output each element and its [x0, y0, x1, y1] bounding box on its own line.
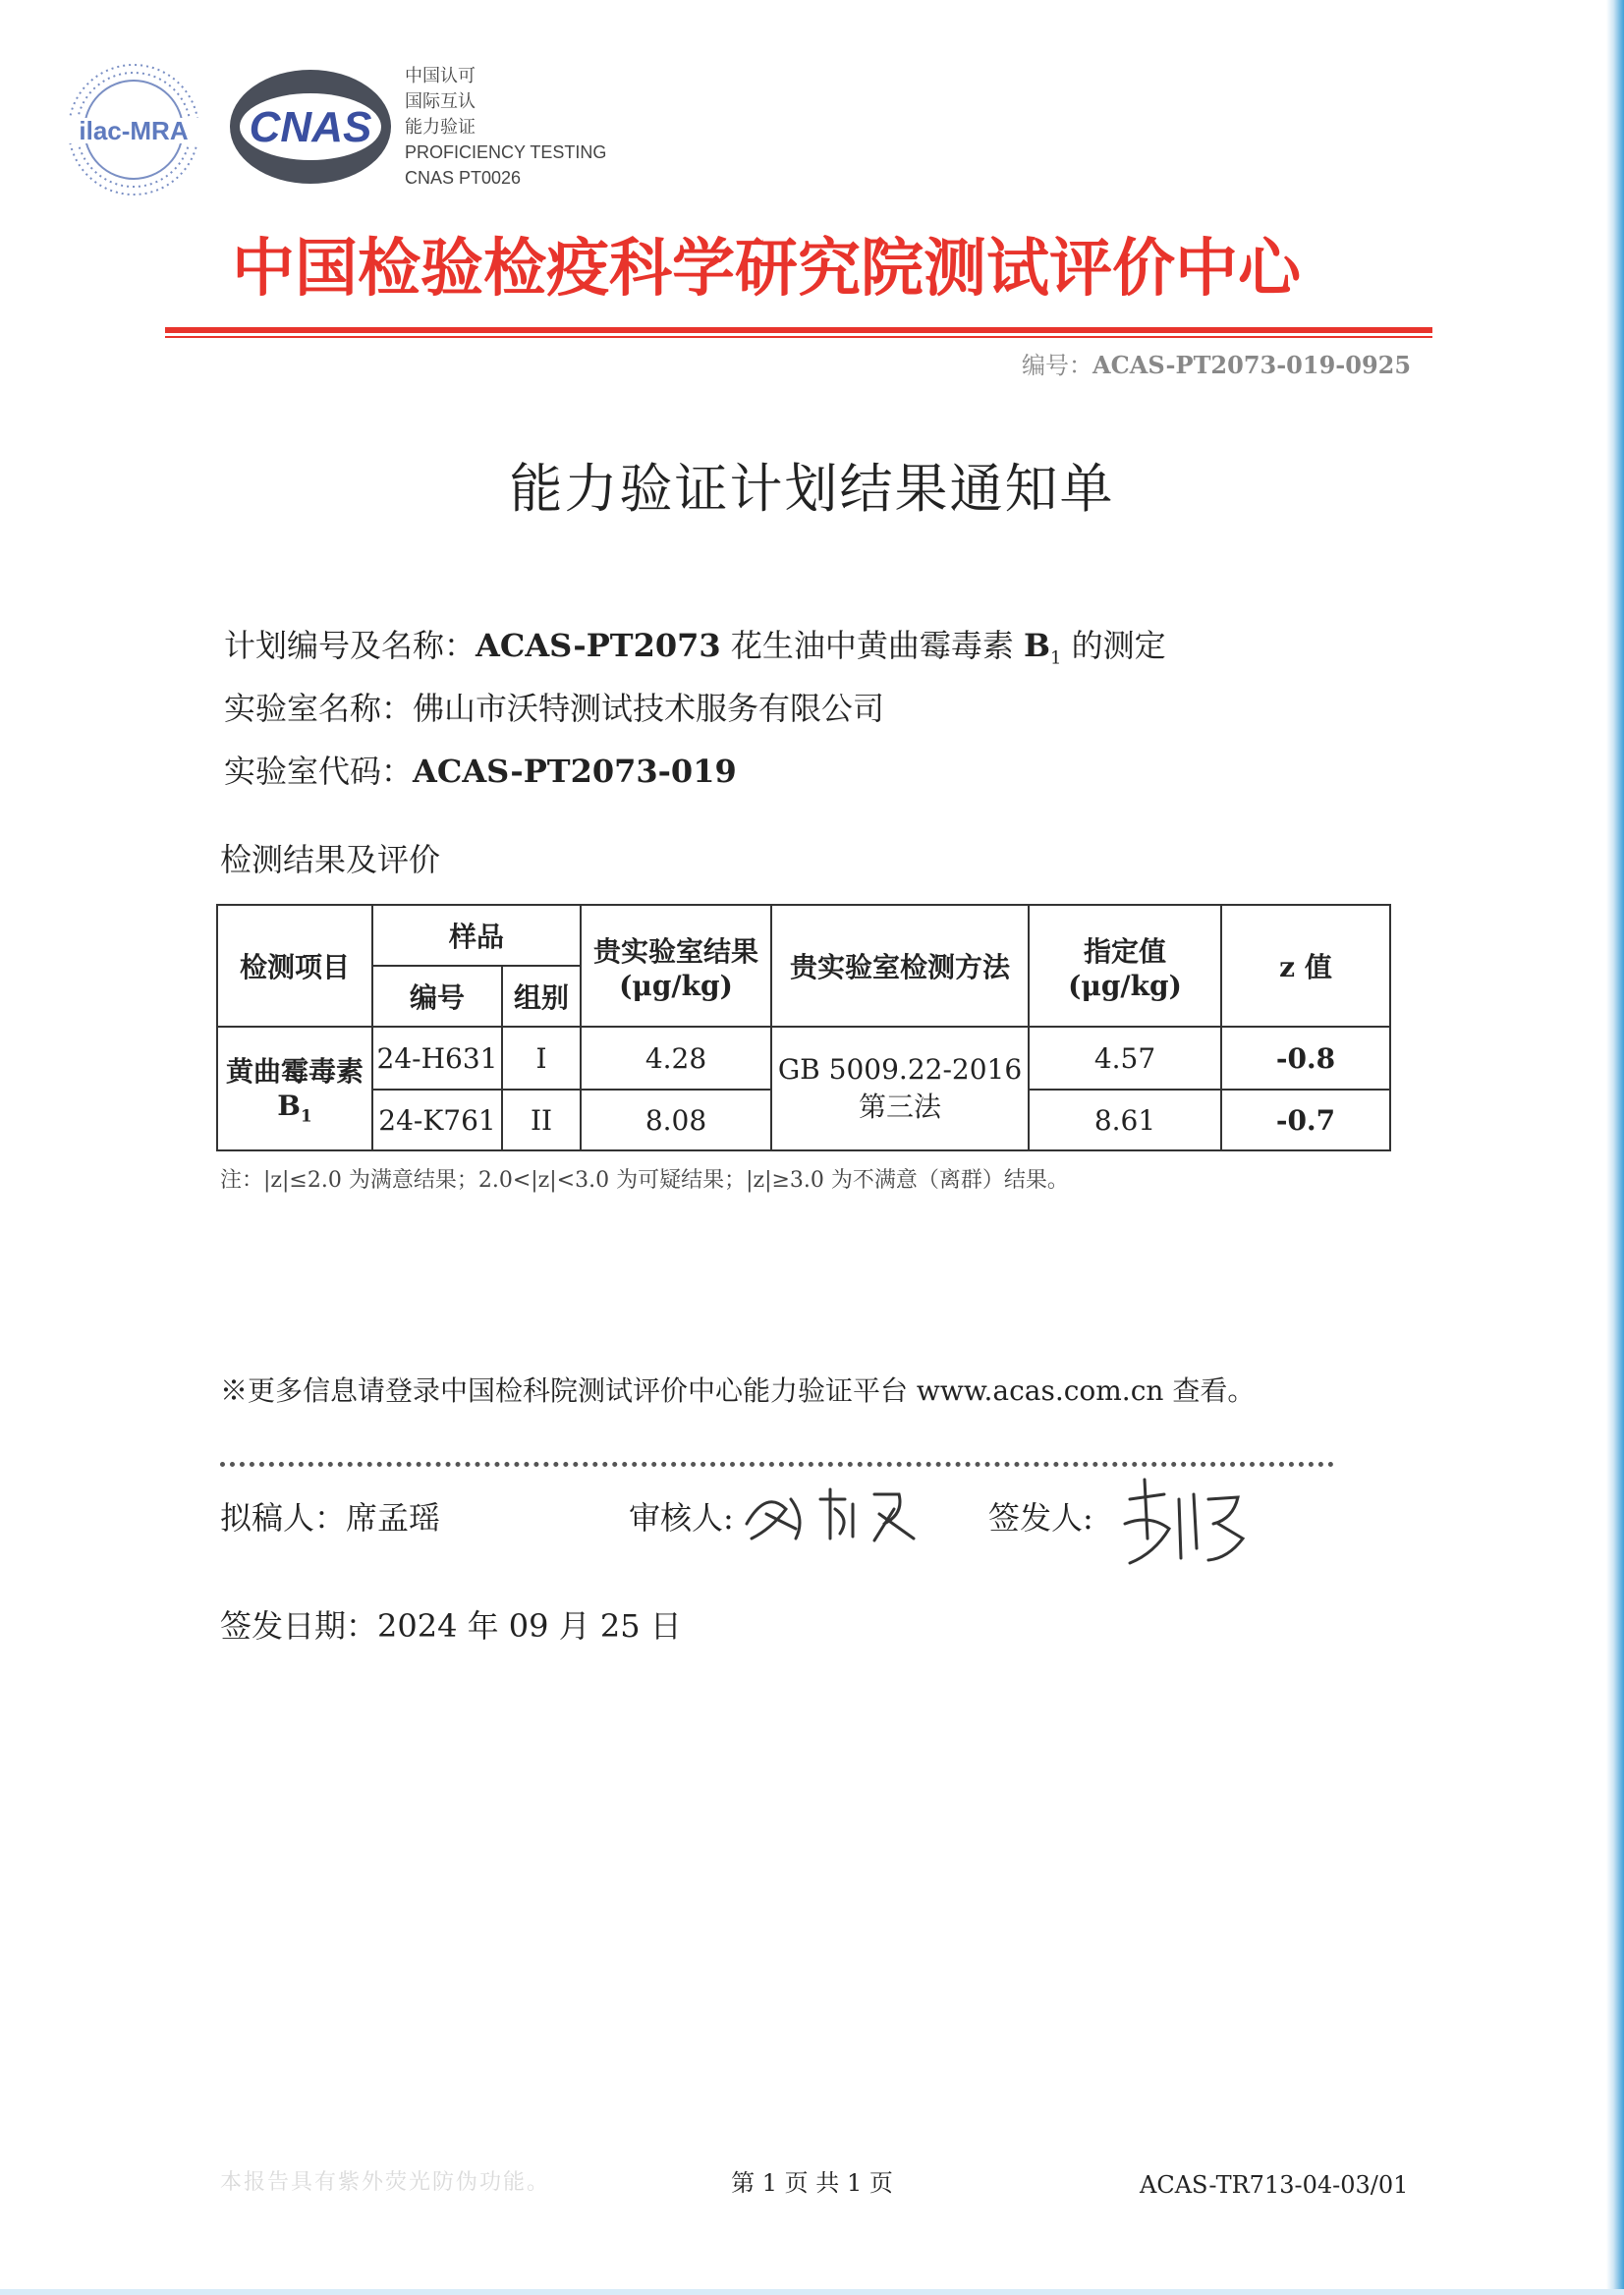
- plan-code: ACAS-PT2073: [476, 627, 721, 664]
- plan-name-b: B: [1024, 627, 1051, 664]
- anti-counterfeit-note: 本报告具有紫外荧光防伪功能。: [220, 2170, 551, 2195]
- sample-group: II: [502, 1090, 581, 1150]
- ilac-logo-text: ilac-MRA: [79, 116, 189, 145]
- cnas-line: CNAS PT0026: [405, 168, 522, 188]
- plan-name-post: 的测定: [1061, 627, 1166, 664]
- scan-edge-strip: [1606, 0, 1624, 2295]
- lab-code-info: [224, 747, 737, 792]
- scan-edge-bottom: [0, 2289, 1624, 2295]
- header-assigned-label: 指定值: [1083, 934, 1166, 968]
- document-number-label: 编号：: [1022, 352, 1092, 379]
- issue-date-value: 2024 年 09 月 25 日: [377, 1607, 682, 1645]
- reviewer-label: 审核人:: [629, 1499, 734, 1537]
- header-result: [581, 905, 771, 1027]
- item-sub: 1: [300, 1106, 312, 1127]
- lab-name-label: 实验室名称：: [224, 690, 414, 727]
- lab-code-label: 实验室代码：: [224, 753, 414, 790]
- organization-title: 中国检验检疫科学研究院测试评价中心: [232, 233, 1301, 306]
- form-code: ACAS-TR713-04-03/01: [1140, 2171, 1409, 2199]
- document-number: [1022, 346, 1411, 380]
- cnas-line: 中国认可: [405, 66, 476, 85]
- issuer-signature: [1110, 1470, 1258, 1578]
- header-rule-thin: [165, 336, 1432, 338]
- cnas-line: 能力验证: [405, 117, 476, 137]
- header-result-label: 贵实验室结果: [592, 934, 758, 968]
- header-result-unit: (μg/kg): [619, 969, 733, 1002]
- lab-result: 4.28: [581, 1027, 771, 1090]
- header-sample: 样品: [372, 905, 581, 966]
- drafter: [220, 1493, 440, 1539]
- plan-name: 花生油中黄曲霉毒素: [720, 627, 1024, 664]
- assigned-value: 4.57: [1029, 1027, 1221, 1090]
- header-item: 检测项目: [217, 905, 372, 1027]
- header-assigned-unit: (μg/kg): [1068, 969, 1182, 1002]
- section-title: 检测结果及评价: [220, 841, 441, 878]
- lab-name-info: [224, 684, 884, 729]
- page-title: 能力验证计划结果通知单: [509, 458, 1115, 520]
- cnas-logo-text: CNAS: [249, 103, 372, 151]
- dotted-divider: [220, 1462, 1334, 1467]
- plan-label: 计划编号及名称：: [224, 627, 476, 664]
- item-name: 黄曲霉毒素: [225, 1055, 364, 1089]
- issuer-label: 签发人:: [988, 1499, 1093, 1537]
- item-cell: [217, 1027, 372, 1150]
- assigned-value: 8.61: [1029, 1090, 1221, 1150]
- header-method: 贵实验室检测方法: [771, 905, 1029, 1027]
- z-value: -0.8: [1221, 1027, 1390, 1090]
- issue-date: [220, 1601, 682, 1647]
- z-value: -0.7: [1221, 1090, 1390, 1150]
- sample-no: 24-H631: [372, 1027, 502, 1090]
- header-sample-group: 组别: [502, 966, 581, 1027]
- header-sample-no: 编号: [372, 966, 502, 1027]
- item-b: B: [277, 1090, 301, 1123]
- method-cell: [771, 1027, 1029, 1150]
- lab-result: 8.08: [581, 1090, 771, 1150]
- plan-name-sub: 1: [1050, 647, 1062, 669]
- header-z: z 值: [1221, 905, 1390, 1027]
- cnas-logo: [226, 65, 395, 189]
- lab-name: 佛山市沃特测试技术服务有限公司: [413, 690, 885, 727]
- table-note: 注：|z|≤2.0 为满意结果；2.0<|z|<3.0 为可疑结果；|z|≥3.0 为不满意（离群）结果。: [220, 1168, 1069, 1193]
- method-line2: 第三法: [858, 1090, 941, 1123]
- cnas-line: PROFICIENCY TESTING: [405, 142, 607, 162]
- sample-group: I: [502, 1027, 581, 1090]
- method-line1: GB 5009.22-2016: [777, 1052, 1023, 1086]
- plan-info: [224, 621, 1166, 668]
- ilac-mra-logo: [65, 61, 202, 198]
- lab-code: ACAS-PT2073-019: [413, 753, 737, 790]
- sample-no: 24-K761: [372, 1090, 502, 1150]
- drafter-name: 席孟瑶: [346, 1499, 441, 1537]
- cnas-accreditation-text: [405, 63, 606, 191]
- issue-date-label: 签发日期：: [220, 1607, 378, 1645]
- page-number: 第 1 页 共 1 页: [731, 2169, 893, 2197]
- table-row: [217, 1027, 1390, 1090]
- document-number-value: ACAS-PT2073-019-0925: [1092, 351, 1412, 379]
- reviewer-signature: [737, 1480, 924, 1548]
- more-info-notice: ※更多信息请登录中国检科院测试评价中心能力验证平台 www.acas.com.cn 查看。: [220, 1374, 1256, 1407]
- header-rule: [165, 327, 1432, 333]
- cnas-line: 国际互认: [405, 91, 476, 111]
- results-table: [216, 904, 1391, 1151]
- header-assigned: [1029, 905, 1221, 1027]
- drafter-label: 拟稿人：: [220, 1499, 347, 1537]
